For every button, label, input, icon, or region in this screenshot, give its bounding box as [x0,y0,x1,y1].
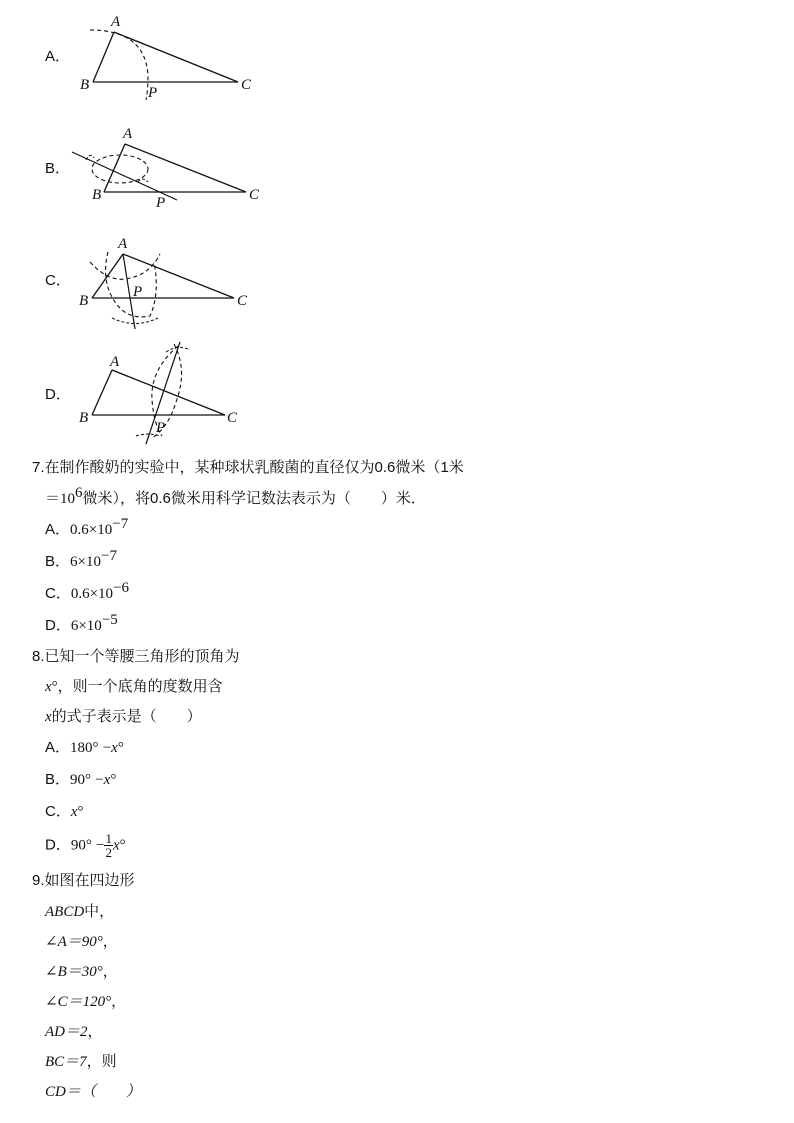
q8-stem-line1: 8.已知一个等腰三角形的顶角为 [32,648,240,665]
arc-dashed [90,30,148,100]
q9-line-angle-b: ∠B＝30°， [45,963,118,980]
q6-option-a-letter: A． [45,48,71,65]
q7-option-c[interactable]: C．$0.6\times 10^{-6}$ [45,580,130,602]
q6-figure-c [70,234,330,334]
q6-figure-a [70,10,330,110]
svg-text:B: B [92,187,102,203]
svg-text:C: C [227,410,238,426]
q6-option-b-letter: B． [45,160,71,177]
label-p: P [148,85,158,101]
svg-text:A: A [118,236,128,252]
q8-stem-line2: x°，则一个底角的度数用含 [45,678,223,695]
q9-line-abcd: ABCD中， [45,903,115,920]
label-b: B [80,77,90,93]
q9-line-cd: CD＝（ ） [45,1084,141,1100]
fraction-one-half: $\frac{1}{2}$ [105,831,112,860]
q7-option-a[interactable]: A．$0.6\times 10^{-7}$ [45,516,129,538]
q6-option-d-letter: D． [45,386,71,403]
q8-stem-line3: x的式子表示是（ ） [45,708,202,725]
label-a: A [111,14,121,30]
svg-text:B: B [79,293,89,309]
svg-text:C: C [237,293,248,309]
svg-text:P: P [156,420,166,436]
q7-option-b[interactable]: B．$6\times 10^{-7}$ [45,548,117,570]
q6-figure-b [70,122,330,222]
svg-text:P: P [133,284,143,300]
side-ac [114,32,238,82]
q8-option-b[interactable]: B．90° −x° [45,771,117,788]
svg-text:A: A [110,354,120,370]
q6-figure-d [70,340,330,450]
q6-option-c-letter: C． [45,272,71,289]
q7-stem-line1: 7.在制作酸奶的实验中，某种球状乳酸菌的直径仅为0.6微米（1米 [32,459,464,476]
q9-line-angle-a: ∠A＝90°， [45,933,118,950]
q7-option-d[interactable]: D．$6\times 10^{-5}$ [45,612,118,634]
q9-line-ad: AD＝2， [45,1023,103,1040]
svg-text:P: P [156,195,166,211]
svg-text:C: C [249,187,260,203]
q9-line-bc: BC＝7，则 [45,1053,117,1070]
q7-stem-line2: $=10^6$微米），将0.6微米用科学记数法表示为（ ）米． [45,485,426,507]
q8-option-c[interactable]: C．x° [45,803,84,820]
q8-option-d[interactable]: D．90° − $\frac{1}{2}$ x° [45,831,126,860]
svg-text:B: B [79,410,89,426]
svg-text:A: A [123,126,133,142]
label-c: C [241,77,252,93]
q9-line-angle-c: ∠C＝120°， [45,993,127,1010]
side-ab [93,32,114,82]
q8-option-a[interactable]: A．180° −x° [45,739,124,756]
q9-stem-line1: 9.如图在四边形 [32,872,135,889]
